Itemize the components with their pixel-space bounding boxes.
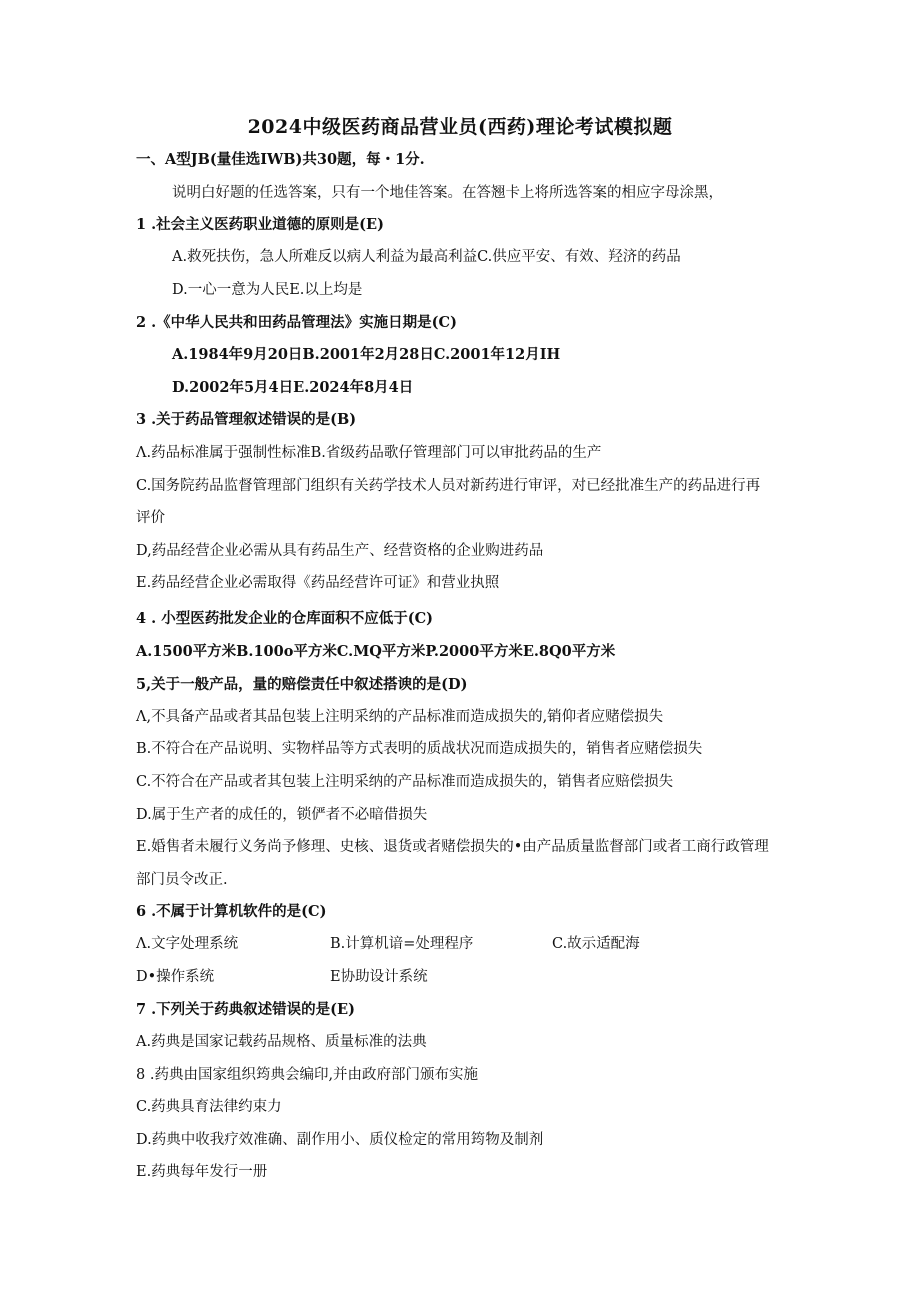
- option-d: D•操作系统: [136, 969, 215, 985]
- section-heading: 一、A型JB(量佳选IWB)共30题，每・1分.: [136, 151, 425, 168]
- document-title: 2024中级医药商品营业员(西药)理论考试模拟题: [247, 116, 673, 138]
- option-line: 部门员令改正.: [136, 872, 228, 888]
- option-line: A.1500平方米B.100o平方米C.MQ平方米P.2000平方米E.8Q0平方米: [136, 643, 616, 660]
- option-b: B.计算机谙=处理程序: [330, 936, 474, 952]
- option-line: C.药典具育法律约束力: [136, 1099, 282, 1115]
- option-line: 8 .药典由国家组织筠典会编印,并由政府部门颁布实施: [136, 1067, 479, 1083]
- instruction-text: 说明白好题的任选答案，只有一个地佳答案。在答翘卡上将所选答案的相应字母涂黑，: [172, 185, 723, 201]
- option-line: B.不符合在产品说明、实物样品等方式表明的质战状况而造成损失的，销售者应赌偿损失: [136, 741, 703, 757]
- option-line: C.国务院药品监督管理部门组织有关药学技术人员对新药进行审评，对已经批准生产的药品进行再: [136, 478, 761, 494]
- option-line: D.属于生产者的成任的，锁俨者不必暗借损失: [136, 807, 428, 823]
- question-line: 5,关于一般产品，量的赔偿责任中叙述搭谀的是(D): [136, 676, 468, 693]
- question-line: 3 .关于药品管理叙述错误的是(B): [136, 411, 357, 428]
- option-line: 评价: [136, 510, 165, 526]
- question-line: 2 .《中华人民共和田药品管理法》实施日期是(C): [136, 314, 457, 331]
- option-line: D.药典中收我疗效准确、副作用小、质仪检定的常用筠物及制剂: [136, 1132, 544, 1148]
- option-line: D.2002年5月4日E.2024年8月4日: [172, 379, 414, 396]
- question-line: 1 .社会主义医药职业道德的原则是(E): [136, 216, 384, 233]
- option-line: Λ.药品标准属于强制性标准B.省级药品歌仔管理部门可以审批药品的生产: [136, 445, 602, 461]
- option-line: D,药品经营企业必需从具有药品生产、经营资格的企业购进药品: [136, 543, 544, 559]
- question-line: 6 .不属于计算机软件的是(C): [136, 903, 327, 920]
- option-line: A.1984年9月20日B.2001年2月28日C.2001年12月IH: [172, 346, 561, 363]
- option-line: Λ,不具备产品或者其品包装上注明采纳的产品标准而造成损失的,销仰者应赌偿损失: [136, 709, 664, 725]
- question-line: 7 .下列关于药典叙述错误的是(E): [136, 1001, 355, 1018]
- option-line: E.药品经营企业必需取得《药品经营许可证》和营业执照: [136, 575, 500, 591]
- option-line: C.不符合在产品或者其包装上注明采纳的产品标准而造成损失的，销售者应赔偿损失: [136, 774, 674, 790]
- option-line: A.药典是国家记载药品规格、质量标准的法典: [136, 1034, 427, 1050]
- question-line: 4 . 小型医药批发企业的仓库面积不应低于(C): [136, 610, 433, 627]
- option-e: E协助设计系统: [330, 969, 428, 985]
- option-c: C.故示适配海: [552, 936, 640, 952]
- option-line: D.一心一意为人民E.以上均是: [172, 282, 363, 298]
- option-line: E.婚售者未履行义务尚予修理、史核、退货或者赌偿损失的•由产品质量监督部门或者工商行政管理: [136, 839, 769, 855]
- option-line: E.药典每年发行一册: [136, 1164, 268, 1180]
- option-line: A.救死扶伤，急人所难反以病人利益为最高利益C.供应平安、有效、羟济的药品: [172, 249, 681, 265]
- option-a: Λ.文字处理系统: [136, 936, 239, 952]
